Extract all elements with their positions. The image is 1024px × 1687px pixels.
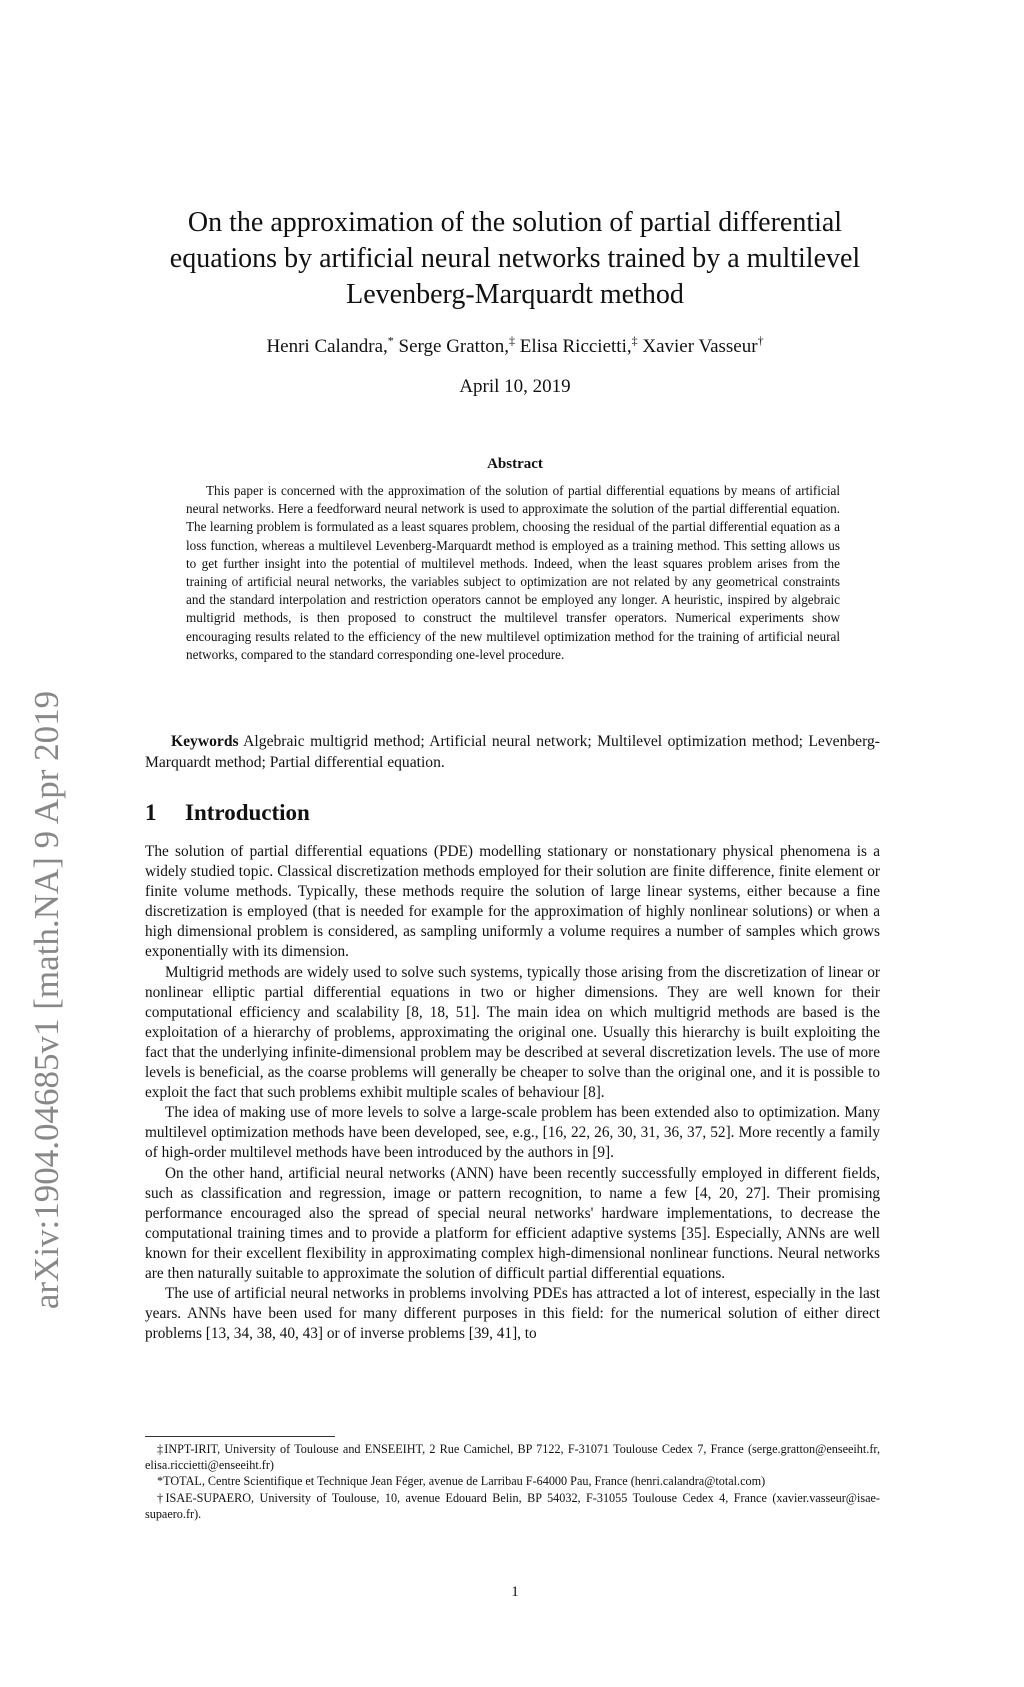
paragraph: The use of artificial neural networks in problems involving PDEs has attracted a lot of interest, especially in the last years. ANNs have been used for many different purposes in this field: for the numerical solution of either direct problems [13, 34, 38, 40, 43] or of inverse problems [39, 41], to bbox=[145, 1285, 880, 1343]
keywords-label: Keywords bbox=[171, 733, 239, 750]
author-affiliation-mark: ‡ bbox=[631, 333, 638, 348]
introduction-body bbox=[145, 842, 880, 1344]
author-list bbox=[150, 333, 880, 358]
section-number: 1 bbox=[145, 800, 157, 825]
section-heading bbox=[145, 800, 310, 826]
footnote: *TOTAL, Centre Scientifique et Technique Jean Féger, avenue de Larribau F-64000 Pau, France (henri.calandra@total.com) bbox=[157, 1474, 766, 1489]
paragraph: The solution of partial differential equations (PDE) modelling stationary or nonstationary physical phenomena is a widely studied topic. Classical discretization methods employed for their solution are finite difference, finite element or finite volume methods. Typically, these methods require the solution of large linear systems, either because a fine discretization is employed (that is needed for example for the approximation of highly nonlinear solutions) or when a high dimensional problem is considered, as sampling uniformly a volume requires a number of samples which grows exponentially with its dimension. bbox=[145, 843, 880, 961]
page-number: 1 bbox=[511, 1584, 519, 1600]
footnote: †ISAE-SUPAERO, University of Toulouse, 10, avenue Edouard Belin, BP 54032, F-31055 Toulouse Cedex 4, France (xavier.vasseur@isae-supaero.fr). bbox=[145, 1490, 880, 1521]
arxiv-identifier-sidebar: arXiv:1904.04685v1 [math.NA] 9 Apr 2019 bbox=[27, 690, 66, 1310]
publication-date: April 10, 2019 bbox=[459, 376, 571, 397]
abstract-heading: Abstract bbox=[487, 456, 543, 472]
abstract-text: This paper is concerned with the approximation of the solution of partial differential equations by means of artificial neural networks. Here a feedforward neural network is used to approximate the solution of the partial differential equation. The learning problem is formulated as a least squares problem, choosing the residual of the partial differential equation as a loss function, whereas a multilevel Levenberg-Marquardt method is employed as a training method. This setting allows us to get further insight into the potential of multilevel methods. Indeed, when the least squares problem arises from the training of artificial neural networks, the variables subject to optimization are not related by any geometrical constraints and the standard interpolation and restriction operators cannot be employed any longer. A heuristic, inspired by algebraic multigrid methods, is then proposed to construct the multilevel transfer operators. Numerical experiments show encouraging results related to the efficiency of the new multilevel optimization method for the training of artificial neural networks, compared to the standard corresponding one-level procedure. bbox=[186, 483, 840, 662]
paper-title: On the approximation of the solution of partial differential equations by artificial neural networks trained by a multilevel Levenberg-Marquardt method bbox=[169, 207, 861, 310]
paragraph: The idea of making use of more levels to solve a large-scale problem has been extended also to optimization. Many multilevel optimization methods have been developed, see, e.g., [16, 22, 26, 30, 31, 36, 37, 52]. More recently a family of high-order multilevel methods have been introduced by the authors in [9]. bbox=[145, 1104, 880, 1162]
footnote-divider bbox=[145, 1436, 335, 1437]
footnotes bbox=[145, 1441, 880, 1522]
author-name: Xavier Vasseur bbox=[642, 336, 758, 357]
paragraph: On the other hand, artificial neural networks (ANN) have been recently successfully employed in different fields, such as classification and regression, image or pattern recognition, to name a few [4, 20, 27]. Their promising performance encouraged also the spread of special neural networks' hardware implementations, to decrease the computational training times and to provide a platform for efficient adaptive systems [35]. Especially, ANNs are well known for their excellent flexibility in approximating complex high-dimensional nonlinear functions. Neural networks are then naturally suitable to approximate the solution of difficult partial differential equations. bbox=[145, 1164, 880, 1282]
keywords-text: Algebraic multigrid method; Artificial neural network; Multilevel optimization method; Levenberg-Marquardt method; Partial differential equation. bbox=[145, 733, 880, 771]
footnote: ‡INPT-IRIT, University of Toulouse and ENSEEIHT, 2 Rue Camichel, BP 7122, F-31071 Toulouse Cedex 7, France (serge.gratton@enseeiht.fr, elisa.riccietti@enseeiht.fr) bbox=[145, 1442, 880, 1473]
author-affiliation-mark: † bbox=[757, 333, 764, 348]
keywords bbox=[145, 731, 880, 773]
author-name: Elisa Riccietti, bbox=[519, 336, 632, 357]
section-title: Introduction bbox=[185, 800, 310, 825]
author-affiliation-mark: ‡ bbox=[509, 333, 515, 348]
author-name: Serge Gratton, bbox=[398, 336, 509, 357]
author-name: Henri Calandra, bbox=[266, 336, 388, 357]
paragraph: Multigrid methods are widely used to solve such systems, typically those arising from the discretization of linear or nonlinear elliptic partial differential equations in two or higher dimensions. They are well known for their computational efficiency and scalability [8, 18, 51]. The main idea on which multigrid methods are based is the exploitation of a hierarchy of problems, approximating the original one. Usually this hierarchy is built exploiting the fact that the underlying infinite-dimensional problem may be described at several discretization levels. The use of more levels is beneficial, as the coarse problems will generally be cheaper to solve than the original one, and it is possible to exploit the fact that such problems exhibit multiple scales of behaviour [8]. bbox=[145, 963, 880, 1102]
author-affiliation-mark: * bbox=[387, 333, 394, 348]
